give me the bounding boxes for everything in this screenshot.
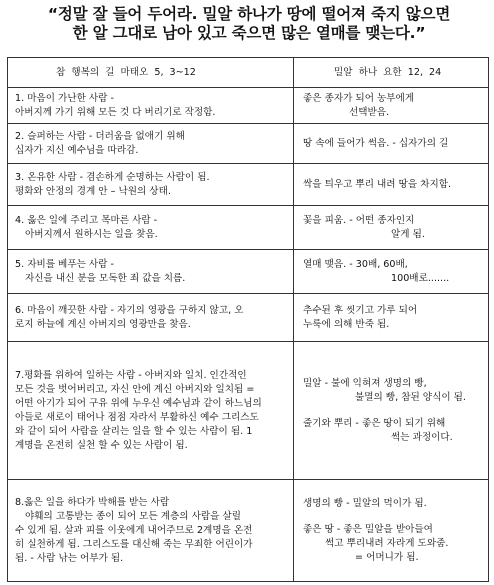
table-row [8, 164, 489, 206]
row4-left-line2: 아버지께서 원하시는 일을 찾음. [25, 228, 158, 240]
header-cell-beatitudes [8, 58, 294, 88]
row3-right-line1: 싹을 틔우고 뿌리 내려 땅을 차지함. [303, 178, 452, 190]
row8-left-line2: 야훼의 고통받는 종이 되어 모든 계층의 사람을 살릴 [25, 510, 241, 522]
table-row [8, 124, 489, 164]
spacer [303, 511, 482, 523]
row5-right-line2: 100배로....... [391, 272, 450, 284]
beatitude-cell [8, 88, 294, 124]
row8-right-a-line1: 생명의 빵 - 밀알의 먹이가 됨. [303, 497, 427, 509]
beatitude-cell [8, 164, 294, 206]
table-row [8, 250, 489, 294]
row7-right-a-line2: 불멸의 빵, 참된 양식이 됨. [355, 391, 466, 403]
header-cell-grain [294, 58, 489, 88]
row8-left-line1: 8.옳은 일을 하다가 박해를 받는 사람 [15, 496, 170, 508]
row1-left-line1: 1. 마음이 가난한 사람 - [15, 92, 114, 104]
row1-right-line2: 선택받음. [349, 106, 390, 118]
row2-left-line2: 십자가 지신 예수님을 따라감. [15, 144, 139, 156]
row6-left-line1: 6. 마음이 깨끗한 사람 - 자기의 영광을 구하지 않고, 오 [15, 304, 244, 316]
beatitude-cell [8, 294, 294, 342]
row1-left-line2: 아버지께 가기 위해 모든 것 다 버리기로 작정함. [15, 106, 216, 118]
beatitude-cell [8, 480, 294, 582]
beatitude-cell [8, 206, 294, 250]
row1-right-line1: 좋은 종자가 되어 농부에게 [303, 92, 415, 104]
row7-right-a-line1: 밀알 - 불에 익혀져 생명의 빵, [303, 377, 427, 389]
row7-right-b-line1: 줄기와 뿌리 - 좋은 땅이 되기 위해 [303, 417, 446, 429]
row7-left-line2: 모든 것을 벗어버리고, 자신 안에 계신 아버지와 일치됨 = [15, 383, 255, 395]
grain-cell [294, 124, 489, 164]
table-row [8, 206, 489, 250]
row8-right-b-line1: 좋은 땅 - 좋은 밀알을 받아들여 [303, 523, 433, 535]
table-row [8, 342, 489, 480]
beatitude-cell [8, 124, 294, 164]
row7-left-line5: 와 같이 되어 사람을 살리는 일을 할 수 있는 사람이 됨. 1 [15, 425, 253, 437]
grain-cell [294, 294, 489, 342]
grain-cell [294, 342, 489, 480]
header-left-label: 참 행복의 길 마태오 5, 3~12 [56, 66, 196, 78]
grain-cell [294, 480, 489, 582]
row6-right-line1: 추수된 후 씻기고 가루 되어 [303, 304, 418, 316]
row8-left-line5: 됨. - 사람 낚는 어부가 됨. [15, 552, 124, 564]
row4-right-line1: 꽃을 피움. - 어떤 종자인지 [303, 214, 415, 226]
beatitude-cell [8, 342, 294, 480]
row8-left-line3: 수 있게 됨. 살과 피를 이웃에게 내어주므로 2계명을 온전 [15, 524, 253, 536]
header-right-label: 밀알 하나 요한 12, 24 [334, 66, 442, 78]
row8-right-b-line3: = 어머니가 됨. [355, 551, 419, 563]
row4-right-line2: 알게 됨. [391, 228, 425, 240]
row5-left-line2: 자신을 내신 분을 모독한 죄 값을 치름. [25, 272, 186, 284]
spacer [303, 405, 482, 417]
row7-left-line6: 계명을 온전히 실천 할 수 있는 사람이 됨. [15, 439, 188, 451]
quote-line-2: 한 알 그대로 남아 있고 죽으면 많은 열매를 맺는다.” [72, 24, 426, 42]
row7-left-line1: 7.평화를 위하여 일하는 사람 - 아버지와 일치. 인간적인 [15, 369, 247, 381]
row7-left-line3: 어떤 아기가 되어 구유 위에 누우신 예수님과 같이 하느님의 [15, 397, 262, 409]
table-row [8, 88, 489, 124]
comparison-table [7, 57, 489, 582]
row5-right-line1: 열매 맺음. - 30배, 60배, [303, 258, 408, 270]
grain-cell [294, 250, 489, 294]
row8-right-b-line2: 썩고 뿌리내려 자라게 도와줌. [325, 537, 449, 549]
row3-left-line1: 3. 온유한 사람 - 겸손하게 순명하는 사람이 됨. [15, 171, 210, 183]
row2-left-line1: 2. 슬퍼하는 사람 - 더러움을 없애기 위해 [15, 130, 185, 142]
table-row [8, 480, 489, 582]
table-header-row [8, 58, 489, 88]
row6-right-line2: 누룩에 의해 반죽 됨. [303, 318, 390, 330]
quote-line-1: “정말 잘 들어 두어라. 밀알 하나가 땅에 떨어져 죽지 않으면 [47, 5, 451, 23]
grain-cell [294, 164, 489, 206]
row4-left-line1: 4. 옳은 일에 주리고 목마른 사람 - [15, 214, 158, 226]
row7-left-line4: 아들로 새로이 태어나 점점 자라서 부활하신 예수 그리스도 [15, 411, 259, 423]
row7-right-b-line2: 썩는 과정이다. [391, 431, 453, 443]
quote-heading [14, 5, 484, 43]
table-row [8, 294, 489, 342]
grain-cell [294, 88, 489, 124]
row5-left-line1: 5. 자비를 베푸는 사람 - [15, 258, 114, 270]
row6-left-line2: 로지 하늘에 계신 아버지의 영광만을 찾음. [15, 318, 191, 330]
grain-cell [294, 206, 489, 250]
row2-right-line1: 땅 속에 들어가 썩음. - 십자가의 길 [303, 137, 449, 149]
row3-left-line2: 평화와 안정의 경계 안 – 낙원의 상태. [15, 185, 171, 197]
row8-left-line4: 히 실천하게 됨. 그리스도를 대신해 죽는 무죄한 어린이가 [15, 538, 253, 550]
beatitude-cell [8, 250, 294, 294]
